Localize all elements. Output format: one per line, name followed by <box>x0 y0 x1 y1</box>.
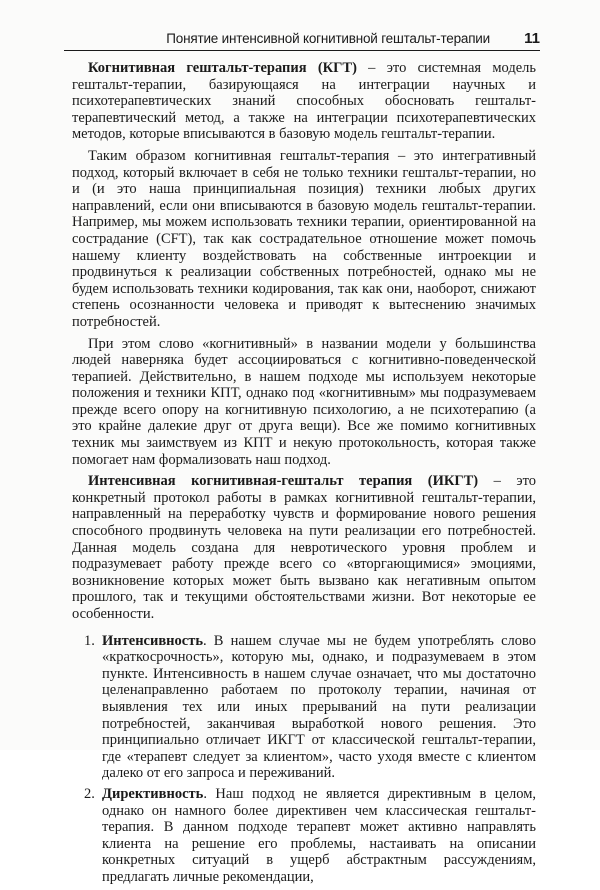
list-item-text <box>102 633 536 782</box>
list-item-body: . Наш подход не является директивным в целом, однако он намного более директивен чем классическая гештальт-терапия. В данном подходе терапевт может активно направлять клиента на решение его проблемы, настаивать на описании конкретных ситуаций в ущерб абстрактным рассуждениям, предлагать личные рекомендации, <box>102 785 536 885</box>
paragraph-text: Таким образом когнитивная гештальт-терапия – это интегративный подход, который включает в себя не только техники гештальт-терапии, но и (и это наша принципиальная позиция) техники любых других направлений, если они вписываются в базовую модель гештальт-терапии. Например, мы можем использовать техники терапии, ориентированной на сострадание (CFT), так как сострадательное отношение может помочь нашему клиенту воздействовать на собственные интроекции и продвинуться к реализации собственных потребностей, однако мы не будем использовать техники кодирования, так как они, наоборот, снижают степень осознанности человека и приводят к вытеснению значимых потребностей. <box>72 147 536 330</box>
paragraph-ikgt-definition <box>72 473 536 622</box>
term-directivity: Директивность <box>102 785 204 802</box>
page-number: 11 <box>524 30 540 47</box>
paragraph-text: – это конкретный протокол работы в рамках когнитивной гештальт-терапии, направленный на переработку чувств и формирование нового решения способного продвинуть человека на пути реализации его потребностей. Данная модель создана для невротического уровня проблем и подразумевает работу прежде всего со «вторгающимися» эмоциями, возникновение которых может быть вызвано как негативным опытом прошлого, так и текущими обстоятельствами жизни. Вот некоторые ее особенности. <box>72 473 536 622</box>
term-intensity: Интенсивность <box>102 632 203 649</box>
term-ikgt: Интенсивная когнитивная-гештальт терапия (ИКГТ) <box>88 473 479 490</box>
list-number: 2. <box>84 785 95 802</box>
running-header <box>64 30 540 51</box>
paragraph-kgt-definition <box>72 60 536 143</box>
list-item <box>72 786 536 886</box>
term-kgt: Когнитивная гештальт-терапия (КГТ) <box>88 60 357 76</box>
list-item <box>72 633 536 782</box>
list-item-text <box>102 786 536 886</box>
paragraph-integrative-approach <box>72 148 536 331</box>
running-title: Понятие интенсивной когнитивной гештальт-терапии <box>166 31 490 46</box>
paragraph-text: При этом слово «когнитивный» в названии модели у большинства людей наверняка будет ассоциироваться с когнитивно-поведенческой терапией. Действительно, в нашем подходе мы используем некоторые положения и техники КПТ, однако под «когнитивным» мы подразумеваем прежде всего опору на когнитивную психологию, а не психотерапию (а это крайне далекие друг от друга вещи). Все же помимо когнитивных техник мы заимствуем из КПТ и некую протокольность, которая также помогает нам формализовать наш подход. <box>72 335 536 468</box>
body-text <box>72 60 536 890</box>
features-list <box>72 633 536 886</box>
paragraph-cognitive-word <box>72 336 536 469</box>
list-item-body: . В нашем случае мы не будем употреблять слово «краткосрочность», которую мы, однако, и подразумеваем в этом пункте. Интенсивность в нашем случае означает, что мы достаточно целенаправленно работаем по протоколу терапии, начиная от выявления тех или иных прерываний на пути реализации потребностей, заканчивая выработкой нового решения. Это принципиально отличает ИКГТ от классической гештальт-терапии, где «терапевт следует за клиентом», часто уходя вместе с клиентом далеко от его запроса и переживаний. <box>102 632 536 782</box>
paragraph-text: – это системная модель гештальт-терапии, базирующаяся на интеграции научных и психотерапевтических знаний способных обосновать гештальт-терапевтический метод, а также на интеграции психотерапевтических методов, которые вписываются в базовую модель гештальт-терапии. <box>72 60 536 143</box>
list-number: 1. <box>84 632 95 649</box>
